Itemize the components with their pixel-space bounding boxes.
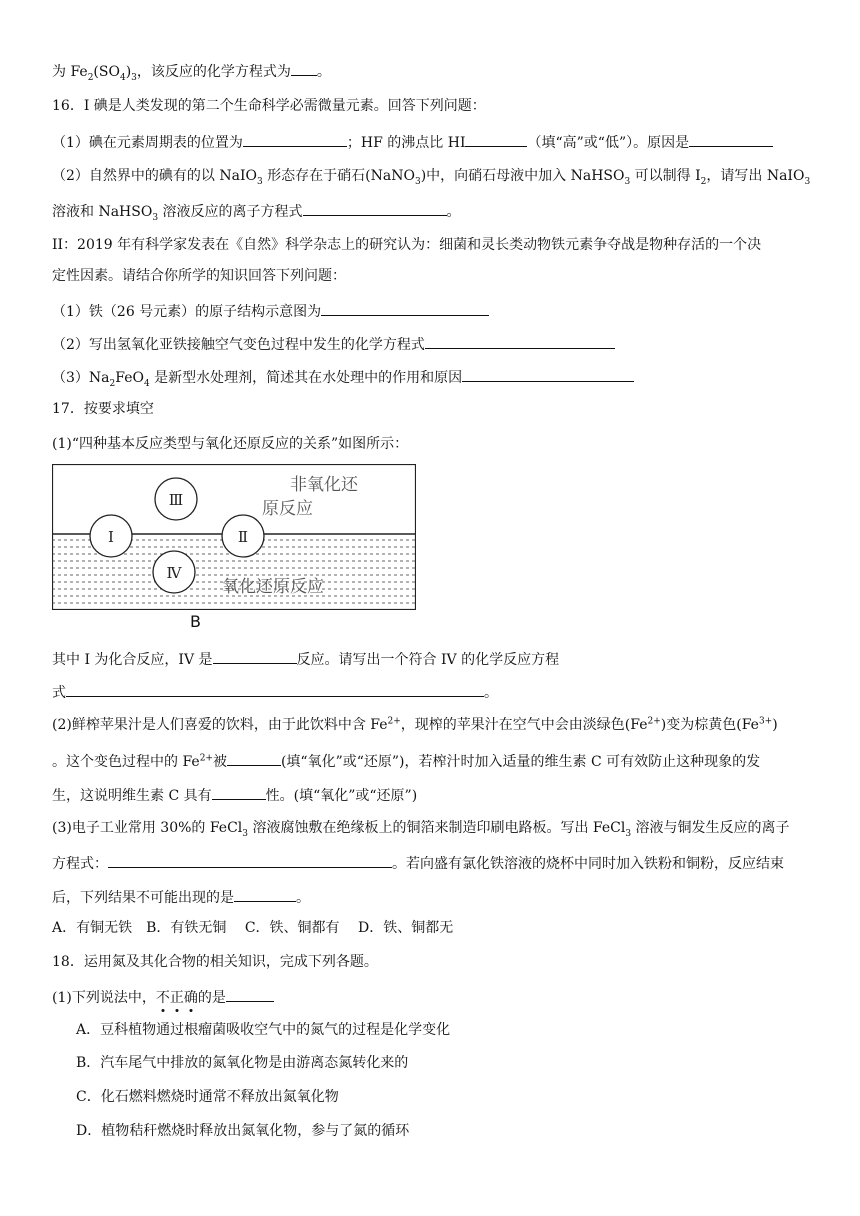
answer-blank[interactable]: [227, 750, 281, 766]
text-line: 生，这说明维生素 C 具有 性。(填“氧化”或“还原”): [52, 784, 417, 806]
text-line: 。这个变色过程中的 $Fe^{2+}$被 (填“氧化”或“还原”)，若榨汁时加入适量的维生素 C 可有效防止这种现象的发: [52, 750, 760, 772]
text-line: （2）自然界中的碘有的以 NaIO$_3$ 形态存在于硝石(NaNO$_3$)中，向硝石母液中加入 NaHSO$_3$ 可以制得 $I_2$，请写出 NaIO$_3$: [52, 168, 811, 187]
answer-blank[interactable]: [213, 648, 297, 664]
answer-blank[interactable]: [321, 300, 489, 316]
option-d[interactable]: D．植物秸秆燃烧时释放出氮氧化物，参与了氮的循环: [76, 1123, 410, 1139]
text-line: 后，下列结果不可能出现的是 。: [52, 886, 310, 908]
text-line: 其中 I 为化合反应，IV 是 反应。请写出一个符合 IV 的化学反应方程: [52, 648, 559, 670]
circle-2: [222, 515, 264, 557]
text-line: (2)鲜榨苹果汁是人们喜爱的饮料，由于此饮料中含 $Fe^{2+}$，现榨的苹果汁在空气中会由淡绿色$(Fe^{2+})$变为棕黄色$(Fe^{3+})$: [52, 716, 778, 733]
answer-blank[interactable]: [462, 366, 634, 382]
svg-text:Ⅰ: Ⅰ: [108, 528, 114, 546]
answer-blank[interactable]: [465, 131, 527, 147]
option-c[interactable]: C．化石燃料燃烧时通常不释放出氮氧化物: [76, 1089, 339, 1105]
circle-1: [90, 515, 132, 557]
text-line: $(3)Na_2FeO_4$ 是新型水处理剂，简述其在水处理中的作用和原因: [52, 366, 634, 388]
answer-blank[interactable]: [226, 986, 274, 1002]
choice-options: A．有铜无铁 B．有铁无铜 C．铁、铜都有 D．铁、铜都无: [52, 920, 454, 936]
reaction-type-diagram: [52, 464, 416, 610]
option-a[interactable]: A．豆科植物通过根瘤菌吸收空气中的氮气的过程是化学变化: [76, 1022, 451, 1038]
answer-blank[interactable]: [234, 886, 296, 902]
question-18-title: 18．运用氮及其化合物的相关知识，完成下列各题。: [52, 954, 378, 970]
answer-blank[interactable]: [291, 60, 317, 76]
answer-blank[interactable]: [66, 681, 484, 697]
svg-text:Ⅲ: Ⅲ: [168, 491, 184, 509]
circle-4: [153, 551, 195, 593]
answer-blank[interactable]: [689, 131, 773, 147]
circle-3: [155, 478, 197, 520]
answer-blank[interactable]: [425, 333, 615, 349]
text-line: 为 $Fe_2(SO_4)_3$，该反应的化学方程式为 。: [52, 60, 331, 82]
answer-blank[interactable]: [108, 852, 392, 868]
non-redox-label-1: 非氧化还: [290, 475, 358, 495]
diagram-caption: B: [190, 612, 201, 631]
text-line: （1）铁（26 号元素）的原子结构示意图为: [52, 300, 489, 322]
option-b[interactable]: B．汽车尾气中排放的氮氧化物是由游离态氮转化来的: [76, 1055, 409, 1071]
svg-text:Ⅱ: Ⅱ: [237, 528, 249, 546]
text-line: （1）碘在元素周期表的位置为 ；HF 的沸点比 HI （填“高”或“低”）。原因是: [52, 131, 773, 153]
text-line: （2）写出氢氧化亚铁接触空气变色过程中发生的化学方程式: [52, 333, 615, 355]
svg-text:Ⅳ: Ⅳ: [166, 564, 182, 582]
answer-blank[interactable]: [212, 784, 266, 800]
text-line: 溶液和 NaHSO$_3$ 溶液反应的离子方程式 。: [52, 200, 461, 222]
text-line: 定性因素。请结合你所学的知识回答下列问题：: [52, 268, 346, 284]
text-line: (1)“四种基本反应类型与氧化还原反应的关系”如图所示：: [52, 436, 409, 452]
question-16-title: 16．I 碘是人类发现的第二个生命科学必需微量元素。回答下列问题：: [52, 98, 486, 114]
text-line: 式 。: [52, 681, 498, 703]
answer-blank[interactable]: [243, 131, 347, 147]
text-line: (1)下列说法中，不正确的是: [52, 986, 274, 1008]
question-17-title: 17．按要求填空: [52, 401, 154, 417]
text-line: (3)电子工业常用 30%的 FeCl$_3$ 溶液腐蚀敷在绝缘板上的铜箔来制造印刷电路板。写出 FeCl$_3$ 溶液与铜发生反应的离子: [52, 820, 790, 839]
text-line: II：2019 年有科学家发表在《自然》科学杂志上的研究认为：细菌和灵长类动物铁元素争夺战是物种存活的一个决: [52, 237, 762, 253]
non-redox-label-2: 原反应: [262, 499, 313, 519]
text-line: 方程式： 。若向盛有氯化铁溶液的烧杯中同时加入铁粉和铜粉，反应结束: [52, 852, 784, 874]
redox-label: 氧化还原反应: [222, 577, 324, 597]
answer-blank[interactable]: [303, 200, 447, 216]
